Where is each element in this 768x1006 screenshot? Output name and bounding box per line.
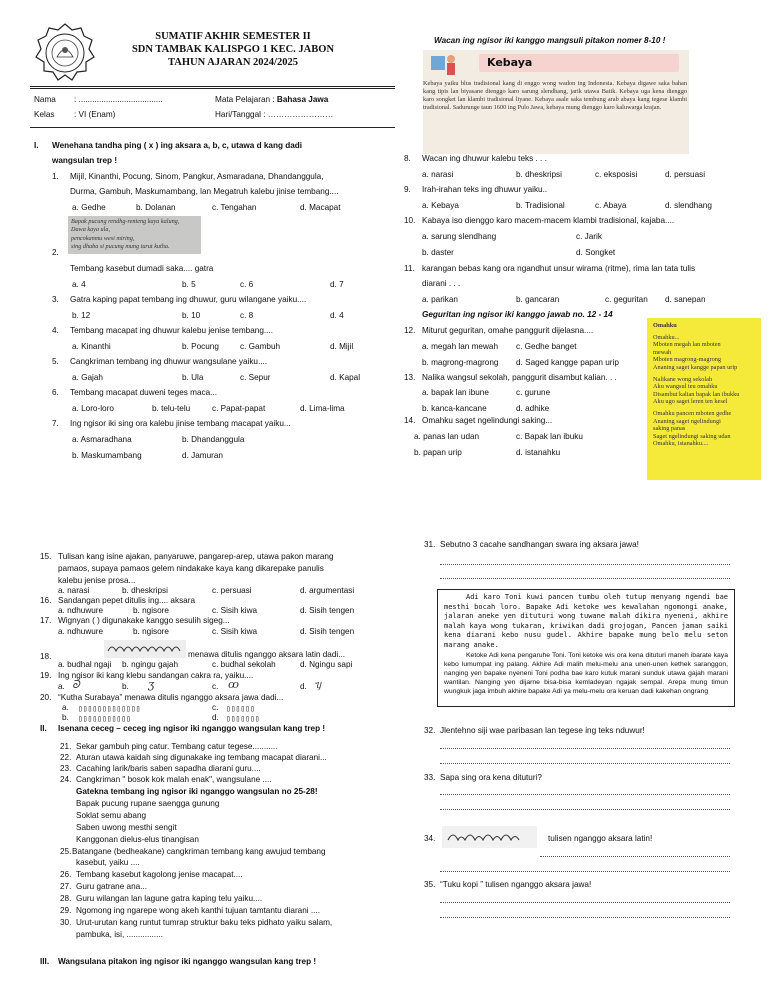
q17-option-d[interactable]: d. Sisih tengen	[300, 627, 355, 636]
q8-option-b[interactable]: b. dheskripsi	[516, 170, 562, 179]
q3-option-d[interactable]: d. 4	[330, 311, 344, 320]
q31-number: 31.	[424, 540, 436, 549]
q10-number: 10.	[404, 216, 416, 225]
q16-option-b[interactable]: b. ngisore	[133, 606, 169, 615]
q4-option-d[interactable]: d. Mijil	[330, 342, 354, 351]
q7-option-c[interactable]: b. Maskumambang	[72, 451, 142, 460]
omahku-line: mewah	[653, 348, 672, 356]
omahku-line: saking panas	[653, 425, 686, 433]
q4-text: Tembang macapat ing dhuwur kalebu jenise tembang....	[70, 326, 273, 335]
header-line-2: SDN TAMBAK KALISPGO 1 KEC. JABON	[131, 44, 335, 55]
omahku-line: Omahku...	[653, 333, 680, 341]
q16-text: Sandangan pepet ditulis ing.... aksara	[58, 596, 196, 605]
q13-option-c[interactable]: c. gurune	[516, 388, 551, 397]
q6-option-b[interactable]: b. telu-telu	[152, 404, 191, 413]
q23-number: 23.	[60, 764, 72, 773]
q14-option-d[interactable]: d. istanahku	[516, 448, 561, 457]
q17-text: Wignyan ( ) digunakake kanggo sesulih sigeg...	[58, 616, 230, 625]
section-2-number: II.	[40, 724, 47, 733]
q1-text-line2: Durma, Gambuh, Maskumambang, lan Megatruh kalebu jinise tembang....	[70, 187, 339, 196]
q11-option-c[interactable]: c. geguritan	[605, 295, 648, 304]
wacan-instruction: Wacan ing ngisor iki kanggo mangsuli pitakon nomer 8-10 !	[434, 36, 666, 45]
q32-text: Jlentehno siji wae paribasan lan tegese ing teks nduwur!	[440, 726, 645, 735]
q6-number: 6.	[52, 388, 59, 397]
q13-text: Nalika wangsul sekolah, panggurit disambut kalian. . .	[422, 373, 617, 382]
q19-option-d-glyph: ᥡ	[314, 678, 322, 691]
q34-javanese-script-image	[442, 826, 537, 848]
q18-option-c[interactable]: c. budhal sekolah	[212, 660, 276, 669]
omahku-line: Omahku, istanahku....	[653, 440, 709, 448]
q4-number: 4.	[52, 326, 59, 335]
q3-number: 3.	[52, 295, 59, 304]
q16-option-c[interactable]: c. Sisih kiwa	[212, 606, 258, 615]
q15-text-line2: pamaos, supaya pamaos gelem nindakake kaya kang dikarepake panulis	[58, 564, 324, 573]
q12-option-c[interactable]: c. Gedhe banget	[516, 342, 577, 351]
q8-option-d[interactable]: d. persuasi	[665, 170, 706, 179]
q13-option-d[interactable]: d. adhike	[516, 404, 550, 413]
kelas-label: Kelas	[34, 110, 55, 119]
q3-option-c[interactable]: c. 8	[240, 311, 254, 320]
q1-number: 1.	[52, 172, 59, 181]
q17-number: 17.	[40, 616, 52, 625]
q16-number: 16.	[40, 596, 52, 605]
q18-option-a[interactable]: a. budhal ngaji	[58, 660, 112, 669]
q10-option-b[interactable]: b. daster	[422, 248, 454, 257]
q1-option-a[interactable]: a. Gedhe	[72, 203, 106, 212]
q9-option-c[interactable]: c. Abaya	[595, 201, 627, 210]
q31-answer-line[interactable]	[440, 564, 730, 565]
section-3-number: III.	[40, 957, 50, 966]
q14-option-b[interactable]: b. papan urip	[414, 448, 462, 457]
q7-number: 7.	[52, 419, 59, 428]
q19-text: Ing ngisor iki kang klebu sandangan cakra ra, yaiku....	[58, 671, 254, 680]
q24-text[interactable]: Cangkriman " bosok kok malah enak", wangsulane ....	[76, 775, 272, 784]
q11-option-a[interactable]: a. parikan	[422, 295, 458, 304]
q33-answer-line[interactable]	[440, 809, 730, 810]
q17-option-a[interactable]: a. ndhuwure	[58, 627, 104, 636]
q18-text: menawa ditulis nganggo aksara latin dadi...	[188, 650, 346, 659]
q26-number: 26.	[60, 870, 72, 879]
q13-number: 13.	[404, 373, 416, 382]
q2-poem-image	[68, 216, 201, 254]
q14-option-a[interactable]: a. panas lan udan	[414, 432, 480, 441]
hari-tanggal-field[interactable]: Hari/Tanggal : ……………………	[215, 110, 334, 119]
q17-option-c[interactable]: c. Sisih kiwa	[212, 627, 258, 636]
q5-option-c[interactable]: c. Sepur	[240, 373, 271, 382]
q19-option-a-glyph: ᘐ	[72, 678, 80, 691]
q3-option-a[interactable]: b. 12	[72, 311, 91, 320]
q33-number: 33.	[424, 773, 436, 782]
q12-option-d[interactable]: d. Saged kangge papan urip	[516, 358, 619, 367]
q14-text: Omahku saget ngelindungi saking...	[422, 416, 553, 425]
q20-option-b-glyphs: ▯▯▯▯▯▯▯▯▯▯▯	[78, 714, 131, 723]
omahku-line: Disambut kalian bapak lan ibukku	[653, 390, 740, 398]
q15-text-line1: Tulisan kang isine ajakan, panyaruwe, pangarep-arep, utawa pakon marang	[58, 552, 334, 561]
q8-number: 8.	[404, 154, 411, 163]
omahku-line: Aku wangsul teu omahku	[653, 383, 718, 391]
omahku-line: Mboten magrong-magrong	[653, 356, 722, 364]
q28-number: 28.	[60, 894, 72, 903]
nama-field[interactable]: : .....................................	[74, 95, 163, 104]
q6-option-a[interactable]: a. Loro-loro	[72, 404, 114, 413]
q2-text: Tembang kasebut dumadi saka.... gatra	[70, 264, 214, 273]
omahku-line: Ananing saget kangge papan urip	[653, 363, 738, 371]
q12-option-b[interactable]: b. magrong-magrong	[422, 358, 499, 367]
gatekna-instruction: Gatekna tembang ing ngisor iki nganggo wangsulan no 25-28!	[76, 787, 318, 796]
omahku-line: Saget ngelindungi saking udan	[653, 432, 731, 440]
q5-option-a[interactable]: a. Gajah	[72, 373, 103, 382]
q9-option-b[interactable]: b. Tradisional	[516, 201, 565, 210]
omahku-line: Aku ugo saget leren ten kesel	[653, 398, 728, 406]
q7-text: Ing ngisor iki sing ora kalebu jinise tembang macapat yaiku...	[70, 419, 291, 428]
q20-option-d[interactable]: d.	[212, 713, 219, 722]
school-emblem-logo	[34, 22, 96, 84]
q9-number: 9.	[404, 185, 411, 194]
q10-text: Kabaya iso dienggo karo macem-macem klambi tradisional, kajaba....	[422, 216, 675, 225]
tembang-line: Bapak pucung rupane saengga gunung	[76, 799, 220, 808]
q11-option-d[interactable]: d. sanepan	[665, 295, 706, 304]
kelas-value: : VI (Enam)	[74, 110, 116, 119]
omahku-title: Omahku	[653, 322, 677, 329]
tembang-line: Soklat semu abang	[76, 811, 147, 820]
q11-text-line2: diarani . . .	[422, 279, 461, 288]
section-3-instruction: Wangsulana pitakon ing ngisor iki nganggo wangsulan kang trep !	[58, 957, 317, 966]
q15-option-d[interactable]: d. argumentasi	[300, 586, 355, 595]
q18-option-d[interactable]: d. Ngingu sapi	[300, 660, 353, 669]
q19-option-d[interactable]: d.	[300, 682, 307, 691]
q6-option-d[interactable]: d. Lima-lima	[300, 404, 345, 413]
q18-number: 18.	[40, 652, 52, 661]
q30-number: 30.	[60, 918, 72, 927]
q28-text[interactable]: Guru wilangan lan lagune gatra kaping telu yaiku....	[76, 894, 263, 903]
q34-text: tulisen nganggo aksara latin!	[548, 834, 653, 843]
q2-option-b[interactable]: b. 5	[182, 280, 196, 289]
q8-option-c[interactable]: c. eksposisi	[595, 170, 638, 179]
q3-text: Gatra kaping papat tembang ing dhuwur, guru wilangane yaiku....	[70, 295, 307, 304]
q13-option-a[interactable]: a. bapak lan ibune	[422, 388, 489, 397]
q35-answer-line[interactable]	[440, 902, 730, 903]
q4-option-c[interactable]: c. Gambuh	[240, 342, 281, 351]
q5-option-b[interactable]: b. Ula	[182, 373, 204, 382]
q20-option-b[interactable]: b.	[62, 713, 69, 722]
section-1-number: I.	[34, 141, 39, 150]
q31-text: Sebutno 3 cacahe sandhangan swara ing aksara jawa!	[440, 540, 639, 549]
q1-option-c[interactable]: c. Tengahan	[212, 203, 257, 212]
q11-number: 11.	[404, 264, 415, 273]
header-line-3: TAHUN AJARAN 2024/2025	[168, 57, 298, 68]
q2-poem-line: Bapak pucung rendhg-renteng kaya kalung,	[71, 218, 180, 225]
q12-number: 12.	[404, 326, 416, 335]
q32-answer-line[interactable]	[440, 748, 730, 749]
q35-text: “Tuku kopi ” tulisen nganggo aksara jawa!	[440, 880, 592, 889]
q23-text[interactable]: Cacahing larik/baris saben sapadha diarani guru....	[76, 764, 261, 773]
q7-option-d[interactable]: d. Jamuran	[182, 451, 223, 460]
q19-option-c[interactable]: c.	[212, 682, 219, 691]
omahku-poem-card	[647, 318, 761, 480]
q13-option-b[interactable]: b. kanca-kancane	[422, 404, 487, 413]
header-line-1: SUMATIF AKHIR SEMESTER II	[155, 31, 311, 42]
mapel-value: Bahasa Jawa	[276, 95, 329, 104]
section-1-instruction-line2: wangsulan trep !	[52, 156, 118, 165]
q31-answer-line[interactable]	[440, 578, 730, 579]
header-divider-top	[30, 86, 395, 87]
omahku-line: Nalikane wong sekolah	[653, 375, 713, 383]
q5-option-d[interactable]: d. Kapal	[330, 373, 361, 382]
q20-option-d-glyphs: ▯▯▯▯▯▯▯	[226, 714, 260, 723]
q2-poem-line: sing dhaba si pucung mung turut kutha.	[71, 243, 170, 251]
mapel-label: Mata Pelajaran : Bahasa Jawa	[215, 95, 329, 104]
q33-text: Sapa sing ora kena dituturi?	[440, 773, 542, 782]
q34-answer-line[interactable]	[440, 871, 730, 872]
story-paragraph-2: Ketoke Adi kena pengaruhe Toni. Toni ketoke wis ora kena dituturi maneh ibarate kaya kebo lumumpat ing palang. Akhire Adi malih melu-melu ana unen-unen kethek saranggon, nanging yen bapake nyeneni Toni podha bae karo kutuk marani sunduk utawa gajah marani wantilan. Nanging yen dijarne bisa-bisa kemladeyan ngajak sempal. Arepa mung timun wungkuk jaga imbuh akhire bapake Adi ya melu-melu ora keruan dadi kakehan ongrang	[444, 651, 728, 696]
q6-option-c[interactable]: c. Papat-papat	[212, 404, 266, 413]
q11-option-b[interactable]: b. gancaran	[516, 295, 560, 304]
omahku-line: Omahku pancen mboten gedhe	[653, 409, 732, 417]
q21-number: 21.	[60, 742, 72, 751]
q4-option-b[interactable]: b. Pocung	[182, 342, 219, 351]
info-divider	[30, 127, 395, 128]
story-paragraph-1: Adi karo Toni kuwi pancen tumbu oleh tutup menyang ngendi bae mesthi bocah loro. Bapake Adi ketoke wes kewalahan ngomongi anake, jalaran aneke yen dituturi wong tuwane malah dikira nyeneni, akhire malah kaya wong tukaran, kriwikan dadi grojogan, Pancen jaman saiki kena diarani kebo nusu gudel. Akhire bapake mung belo melu seton marang anake.	[444, 593, 728, 649]
kebaya-text: Kebaya yaiku blus tradisional kang di enggo wong wadon ing Indonesia. Kebaya digawe saka bahan kang tipis lan biyasane dienggo karo sarung slendhang, jarik utawa Batik. Kebaya uga kena dienggo karo songket lan klambi tradisional liyane. Kebaya asale saka tembung arab abaya kang tegese klambi tradisional. Sadurunge taun 1600 ing Pulo Jawa, kebaya mung dienggo karo kaluwarga krajan.	[423, 80, 687, 112]
q8-option-a[interactable]: a. narasi	[422, 170, 454, 179]
q16-option-a[interactable]: a. ndhuwure	[58, 606, 104, 615]
q16-option-d[interactable]: d. Sisih tengen	[300, 606, 355, 615]
q27-text[interactable]: Guru gatrane ana...	[76, 882, 148, 891]
q18-option-b[interactable]: b. ngingu gajah	[122, 660, 178, 669]
q29-text[interactable]: Ngomong ing ngarepe wong akeh kanthi tujuan tamtantu diarani ....	[76, 906, 320, 915]
q7-option-a[interactable]: a. Asmaradhana	[72, 435, 132, 444]
q12-option-a[interactable]: a. megah lan mewah	[422, 342, 499, 351]
q18-javanese-script-image	[104, 640, 186, 658]
q33-answer-line[interactable]	[440, 794, 730, 795]
q10-option-a[interactable]: a. sarung slendhang	[422, 232, 497, 241]
q21-text[interactable]: Sekar gambuh ping catur. Tembang catur tegese...........	[76, 742, 278, 751]
q15-text-line3: kalebu jenise prosa...	[58, 576, 136, 585]
q2-option-c[interactable]: c. 6	[240, 280, 254, 289]
q20-option-c[interactable]: c.	[212, 703, 219, 712]
q2-option-a[interactable]: a. 4	[72, 280, 86, 289]
q2-number: 2.	[52, 248, 59, 257]
q2-poem-line: Dawa kaya ula,	[71, 226, 111, 234]
q14-number: 14.	[404, 416, 416, 425]
q24-number: 24.	[60, 775, 72, 784]
q7-option-b[interactable]: b. Dhandanggula	[182, 435, 245, 444]
q3-option-b[interactable]: b. 10	[182, 311, 201, 320]
teacher-illustration-icon	[429, 52, 459, 80]
q25-text-line2[interactable]: kasebut, yaiku ....	[76, 858, 140, 867]
nama-label: Nama	[34, 95, 56, 104]
q10-option-d[interactable]: d. Songket	[576, 248, 616, 257]
q4-option-a[interactable]: a. Kinanthi	[72, 342, 111, 351]
tembang-line: Saben uwong mesthi sengit	[76, 823, 177, 832]
q25-number: 25.	[60, 847, 72, 856]
q29-number: 29.	[60, 906, 72, 915]
q35-number: 35.	[424, 880, 436, 889]
q22-text[interactable]: Aturan utawa kaidah sing digunakake ing tembang macapat diarani...	[76, 753, 327, 762]
section-2-instruction: Isenana ceceg – ceceg ing ngisor iki nganggo wangsulan kang trep !	[58, 724, 326, 733]
q30-text-line1[interactable]: Urut-urutan kang runtut tumrap struktur baku teks pidhato yaiku salam,	[76, 918, 333, 927]
q1-option-d[interactable]: d. Macapat	[300, 203, 341, 212]
q32-number: 32.	[424, 726, 436, 735]
kebaya-reading-box	[423, 50, 689, 154]
kebaya-title-banner	[479, 54, 679, 72]
omahku-line: Ananing saget ngelindungi	[653, 417, 721, 425]
exam-header	[108, 30, 358, 69]
q14-option-c[interactable]: c. Bapak lan ibuku	[516, 432, 583, 441]
q27-number: 27.	[60, 882, 72, 891]
q34-number: 34.	[424, 834, 436, 843]
q6-text: Tembang macapat duweni teges maca...	[70, 388, 218, 397]
kebaya-title: Kebaya	[487, 56, 533, 69]
q32-answer-line[interactable]	[440, 763, 730, 764]
q19-number: 19.	[40, 671, 52, 680]
tembang-line: Kanggonan dielus-elus tinangisan	[76, 835, 199, 844]
q9-option-a[interactable]: a. Kebaya	[422, 201, 459, 210]
q8-text: Wacan ing dhuwur kalebu teks . . .	[422, 154, 547, 163]
q25-text-line1[interactable]: Batangane (bedheakane) cangkriman tembang kang awujud tembang	[72, 847, 326, 856]
q12-text: Miturut geguritan, omahe panggurit dijelasna....	[422, 326, 594, 335]
q11-text-line1: karangan bebas kang ora ngandhut unsur wirama (ritme), rima lan tata tulis	[422, 264, 696, 273]
q1-option-b[interactable]: b. Dolanan	[136, 203, 176, 212]
q19-option-a[interactable]: a.	[58, 682, 65, 691]
q1-text-line1: Mijil, Kinanthi, Pocung, Sinom, Pangkur, Asmaradana, Dhandanggula,	[70, 172, 324, 181]
q34-answer-line[interactable]	[540, 856, 730, 857]
q15-option-a[interactable]: a. narasi	[58, 586, 90, 595]
q19-option-c-glyph: ꝏ	[228, 678, 239, 691]
q2-poem-line: pencokanmu wesi miring,	[71, 234, 135, 242]
q20-option-a[interactable]: a.	[62, 703, 69, 712]
q5-text: Cangkriman tembang ing dhuwur wangsulane yaiku....	[70, 357, 268, 366]
q9-option-d[interactable]: d. slendhang	[665, 201, 712, 210]
q26-text[interactable]: Tembang kasebut kagolong jenise macapat....	[76, 870, 243, 879]
q19-option-b-glyph: ʒ	[148, 678, 155, 691]
q15-number: 15.	[40, 552, 52, 561]
q22-number: 22.	[60, 753, 72, 762]
omahku-line: Mboten megah lan mboten	[653, 341, 721, 349]
section-1-instruction-line1: Wenehana tandha ping ( x ) ing aksara a, b, c, utawa d kang dadi	[52, 141, 303, 150]
q20-text: “Kutha Surabaya” menawa ditulis nganggo aksara jawa dadi...	[58, 693, 284, 702]
geguritan-instruction: Geguritan ing ngisor iki kanggo jawab no. 12 - 14	[422, 310, 613, 319]
q35-answer-line[interactable]	[440, 917, 730, 918]
q19-option-b[interactable]: b.	[122, 682, 129, 691]
q15-option-b[interactable]: b. dheskripsi	[122, 586, 168, 595]
q30-text-line2[interactable]: pambuka, isi, ................	[76, 930, 163, 939]
q15-option-c[interactable]: c. persuasi	[212, 586, 252, 595]
q5-number: 5.	[52, 357, 59, 366]
q20-option-a-glyphs: ▯▯▯▯▯▯▯▯▯▯▯▯▯	[78, 704, 141, 713]
q10-option-c[interactable]: c. Jarik	[576, 232, 602, 241]
q9-text: Irah-irahan teks ing dhuwur yaiku..	[422, 185, 548, 194]
story-reading-box	[437, 589, 735, 707]
q20-number: 20.	[40, 693, 52, 702]
q17-option-b[interactable]: b. ngisore	[133, 627, 169, 636]
q20-option-c-glyphs: ▯▯▯▯▯▯	[226, 704, 255, 713]
q2-option-d[interactable]: d. 7	[330, 280, 344, 289]
header-divider-top-2	[30, 88, 395, 89]
